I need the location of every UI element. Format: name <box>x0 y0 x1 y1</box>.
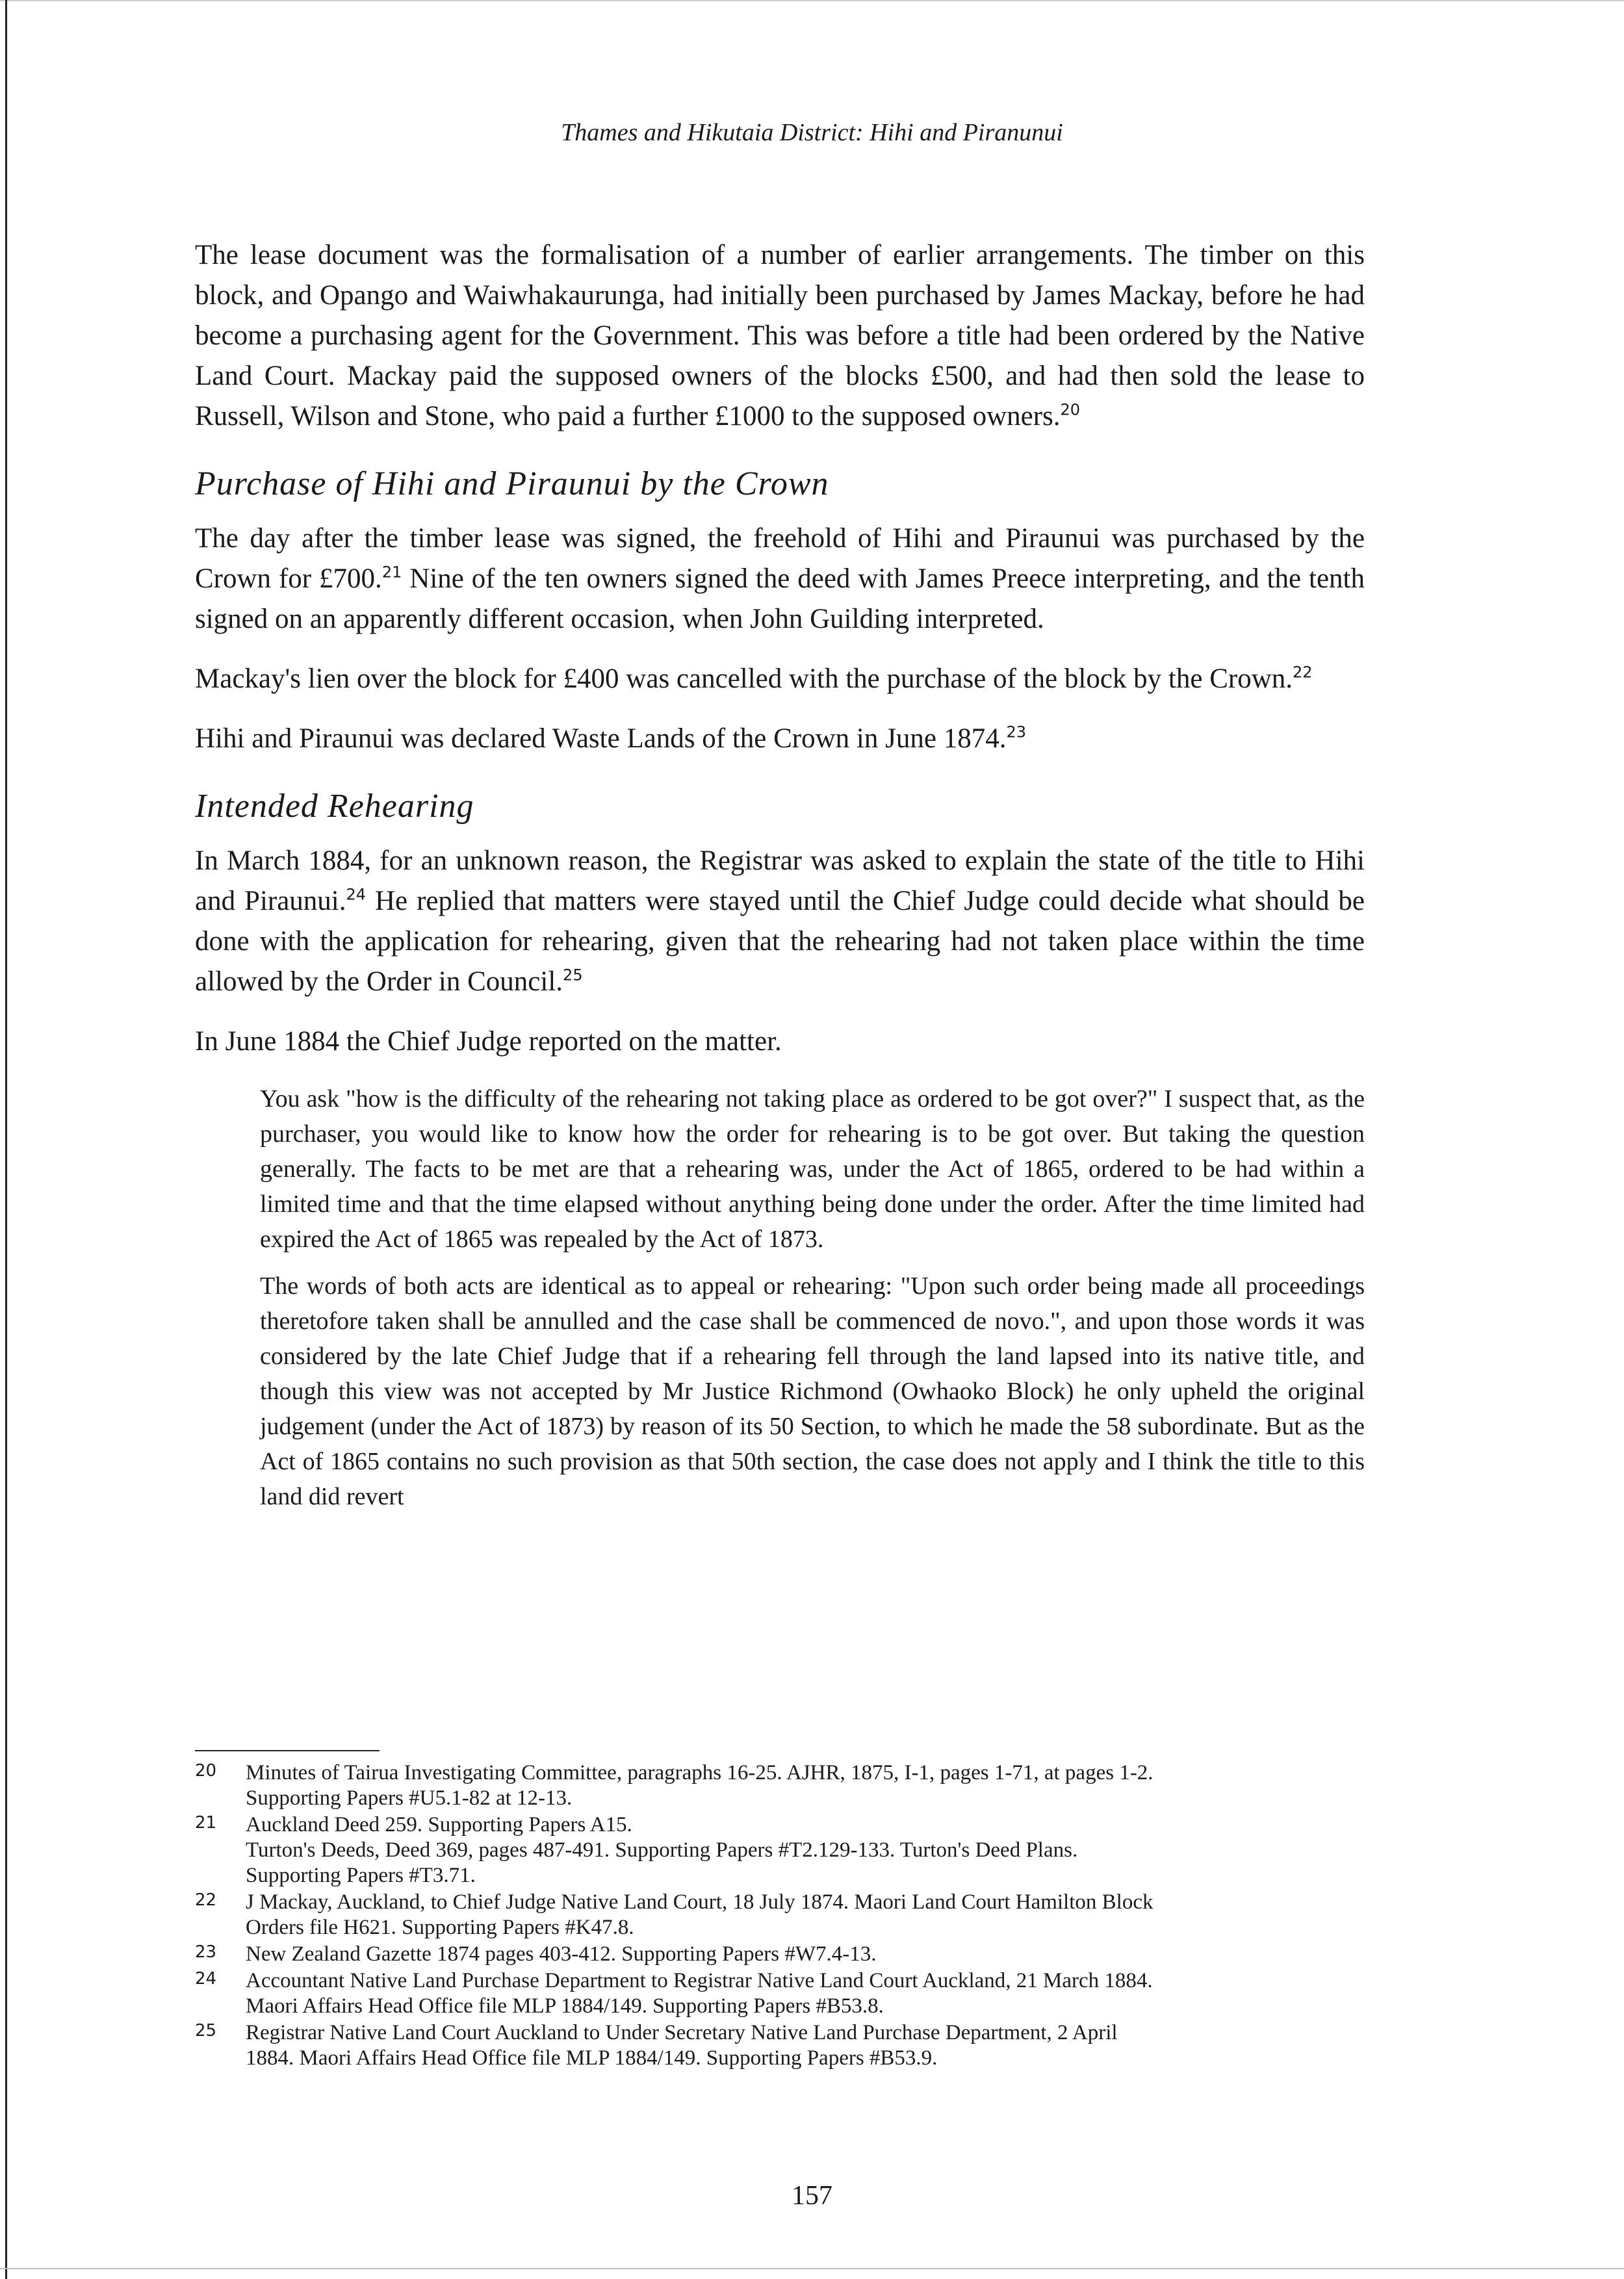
paragraph-text: In June 1884 the Chief Judge reported on the matter. <box>195 1026 782 1057</box>
footnote <box>195 1812 1365 1888</box>
footnote-line: Supporting Papers #T3.71. <box>246 1864 476 1887</box>
footnote-text <box>246 1968 1365 2019</box>
footnote-ref[interactable]: 25 <box>563 966 583 985</box>
block-quote: You ask "how is the difficulty of the rehearing not taking place as ordered to be got over?" I suspect that, as the purchaser, you would like to know how the order for rehearing is to be got over. But taking the question generally. The facts to be met are that a rehearing was, under the Act of 1865, ordered to be had within a limited time and that the time elapsed without anything being done under the order. After the time limited had expired the Act of 1865 was repealed by the Act of 1873. <box>260 1085 1365 1253</box>
footnote-rule <box>195 1750 380 1751</box>
paragraph-text: He replied that matters were stayed until the Chief Judge could decide what should be done with the application for rehearing, given that the rehearing had not taken place within the time allowed by the Order in Council. <box>195 886 1365 997</box>
footnote-number: 22 <box>195 1890 217 1910</box>
section-heading: Intended Rehearing <box>195 788 474 825</box>
footnote-text <box>246 1890 1365 1940</box>
footnote <box>195 1760 1365 1811</box>
paragraph-text: Hihi and Piraunui was declared Waste Lands of the Crown in June 1874. <box>195 723 1007 754</box>
footnote-line: Auckland Deed 259. Supporting Papers A15. <box>246 1813 632 1836</box>
footnote-ref[interactable]: 20 <box>1060 400 1081 419</box>
footnote-text <box>246 2020 1365 2071</box>
footnote-line: Registrar Native Land Court Auckland to Under Secretary Native Land Purchase Department, 2 April <box>246 2021 1118 2044</box>
footnote-line: Minutes of Tairua Investigating Committee, paragraphs 16-25. AJHR, 1875, I-1, pages 1-71, at pages 1-2. <box>246 1761 1154 1784</box>
footnote-number: 20 <box>195 1761 217 1781</box>
body-content <box>195 235 1365 1526</box>
footnote-number: 24 <box>195 1969 217 1989</box>
block-quote: The words of both acts are identical as to appeal or rehearing: "Upon such order being made all proceedings theretofore taken shall be annulled and the case shall be commenced de novo.", and upon those words it was considered by the late Chief Judge that if a rehearing fell through the land lapsed into its native title, and though this view was not accepted by Mr Justice Richmond (Owhaoko Block) he only upheld the original judgement (under the Act of 1873) by reason of its 50 Section, to which he made the 58 subordinate. But as the Act of 1865 contains no such provision as that 50th section, the case does not apply and I think the title to this land did revert <box>260 1272 1365 1510</box>
paragraph <box>195 719 1365 759</box>
page-number: 157 <box>792 2181 832 2211</box>
paragraph <box>195 519 1365 639</box>
bottom-edge <box>0 2268 1624 2269</box>
footnote-number: 23 <box>195 1942 217 1962</box>
footnote-line: Maori Affairs Head Office file MLP 1884/149. Supporting Papers #B53.8. <box>246 1994 884 2018</box>
running-header: Thames and Hikutaia District: Hihi and Piranunui <box>561 119 1063 146</box>
paragraph-text: The lease document was the formalisation of a number of earlier arrangements. The timber on this block, and Opango and Waiwhakaurunga, had initially been purchased by James Mackay, before he had become a purchasing agent for the Government. This was before a title had been ordered by the Native Land Court. Mackay paid the supposed owners of the blocks £500, and had then sold the lease to Russell, Wilson and Stone, who paid a further £1000 to the supposed owners. <box>195 240 1365 431</box>
footnote <box>195 2020 1365 2071</box>
footnote <box>195 1942 1365 1967</box>
footnote <box>195 1890 1365 1940</box>
footnote-number: 25 <box>195 2021 217 2041</box>
footnote-text <box>246 1942 1365 1967</box>
footnote-line: New Zealand Gazette 1874 pages 403-412. Supporting Papers #W7.4-13. <box>246 1942 877 1966</box>
paragraph <box>195 235 1365 437</box>
footnote-text <box>246 1760 1365 1811</box>
paragraph <box>195 659 1365 699</box>
footnote-line: Accountant Native Land Purchase Department to Registrar Native Land Court Auckland, 21 March 1884. <box>246 1969 1153 1992</box>
top-edge <box>0 0 1624 1</box>
paragraph-text: The day after the timber lease was signed, the freehold of Hihi and Piraunui was purchased by the Crown for £700. <box>195 523 1365 594</box>
paragraph-text: Nine of the ten owners signed the deed with James Preece interpreting, and the tenth signed on an apparently different occasion, when John Guilding interpreted. <box>195 563 1365 634</box>
left-edge <box>5 0 7 2279</box>
paragraph-text: In March 1884, for an unknown reason, the Registrar was asked to explain the state of the title to Hihi and Piraunui. <box>195 845 1365 916</box>
footnote-ref[interactable]: 22 <box>1293 663 1313 682</box>
footnote-line: J Mackay, Auckland, to Chief Judge Native Land Court, 18 July 1874. Maori Land Court Hamilton Block <box>246 1890 1154 1914</box>
footnote-number: 21 <box>195 1813 217 1833</box>
footnote-ref[interactable]: 23 <box>1006 723 1026 741</box>
footnotes <box>195 1750 1365 2072</box>
footnote-text <box>246 1812 1365 1888</box>
paragraph-text: Mackay's lien over the block for £400 was cancelled with the purchase of the block by the Crown. <box>195 663 1293 694</box>
footnote <box>195 1968 1365 2019</box>
section-heading: Purchase of Hihi and Piraunui by the Crown <box>195 465 829 502</box>
footnote-line: Turton's Deeds, Deed 369, pages 487-491. Supporting Papers #T2.129-133. Turton's Deed Plans. <box>246 1838 1078 1862</box>
paragraph <box>195 1022 1365 1062</box>
footnote-ref[interactable]: 24 <box>346 885 367 904</box>
footnote-line: 1884. Maori Affairs Head Office file MLP 1884/149. Supporting Papers #B53.9. <box>246 2046 938 2070</box>
footnote-line: Orders file H621. Supporting Papers #K47.8. <box>246 1916 634 1939</box>
footnote-ref[interactable]: 21 <box>381 563 402 582</box>
footnote-line: Supporting Papers #U5.1-82 at 12-13. <box>246 1786 573 1810</box>
paragraph <box>195 841 1365 1002</box>
